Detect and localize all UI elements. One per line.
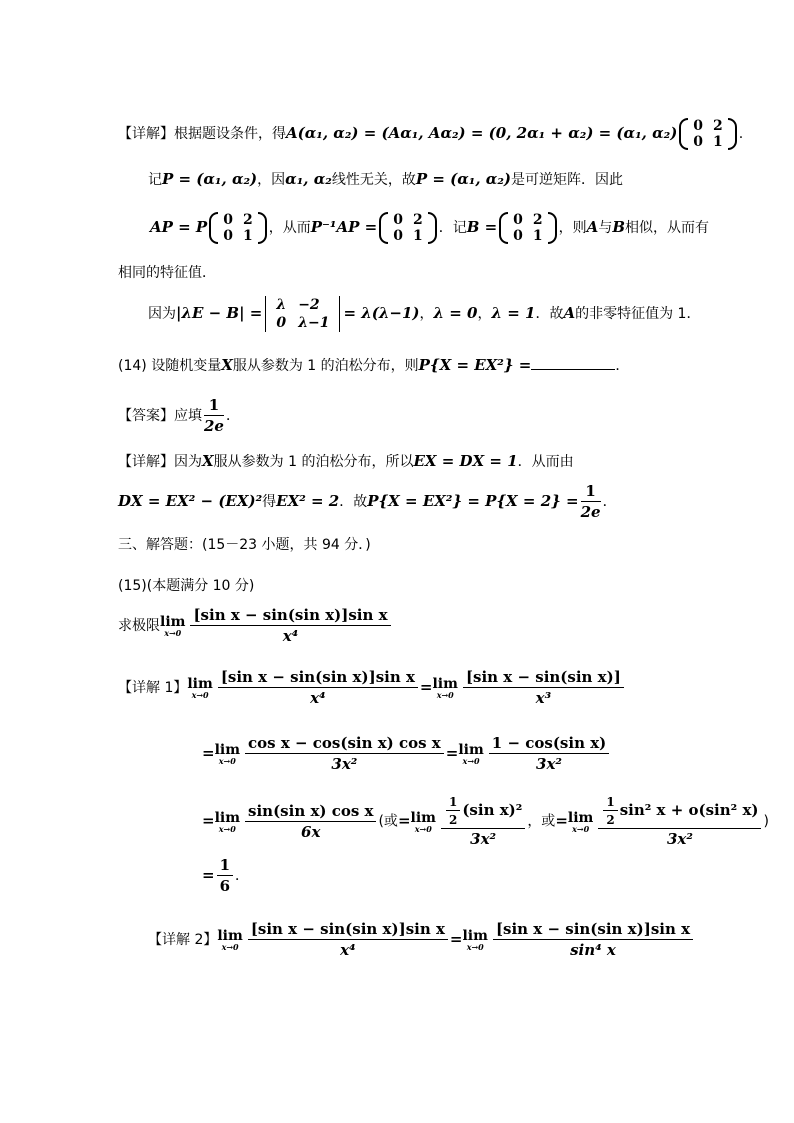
lim-sub: x→0 xyxy=(572,823,590,834)
detail1-line-3 xyxy=(202,796,769,847)
text: ．故 xyxy=(339,494,368,510)
question-15-heading xyxy=(118,579,254,593)
q14-detail-line-1 xyxy=(118,454,574,469)
matrix-cell: 2 xyxy=(412,212,423,228)
text: 的非零特征值为 1． xyxy=(575,306,701,322)
lim-text: lim xyxy=(458,742,484,758)
fraction xyxy=(204,398,224,434)
sin-term: sin² x + o(sin² x) xyxy=(619,801,759,819)
fraction xyxy=(245,801,376,841)
lim-text: lim xyxy=(214,742,241,758)
answer-label: 【答案】 xyxy=(118,408,174,424)
fraction xyxy=(489,736,609,772)
text: (14) 设随机变量 xyxy=(118,358,222,374)
detail-label: 【详解】 xyxy=(118,126,174,142)
text: 得 xyxy=(262,494,277,510)
denominator: x⁴ xyxy=(310,689,326,707)
lim-sub: x→0 xyxy=(218,823,236,834)
matrix-cell: 0 xyxy=(513,212,523,228)
text: 三、解答题：(15－23 小题，共 94 分．) xyxy=(118,537,371,553)
text: 记 xyxy=(148,172,162,188)
formula: P = (α₁, α₂) xyxy=(415,170,511,188)
text: (或 xyxy=(378,813,398,830)
lim-text: lim xyxy=(217,928,243,944)
matrix xyxy=(499,212,557,244)
limit xyxy=(458,743,483,765)
answer-line xyxy=(118,398,240,434)
text: 相似，从而有 xyxy=(625,220,709,236)
half-fraction xyxy=(603,796,617,826)
matrix-cell: 2 xyxy=(532,212,543,228)
limit xyxy=(160,615,185,637)
denominator: 3x² xyxy=(666,830,693,848)
lim-sub: x→0 xyxy=(414,823,432,834)
lim-sub: x→0 xyxy=(466,942,484,952)
formula: A(α₁, α₂) = (Aα₁, Aα₂) = (0, 2α₁ + α₂) = (α₁, α₂) xyxy=(286,124,678,142)
numerator: 1 xyxy=(581,484,601,502)
matrix-cell: 0 xyxy=(693,118,704,134)
solution-line-1 xyxy=(118,118,743,150)
lim-sub: x→0 xyxy=(218,756,236,766)
limit xyxy=(411,811,436,833)
fraction xyxy=(493,922,693,958)
matrix-cell: 1 xyxy=(713,134,723,150)
equals: = xyxy=(445,744,459,762)
text: ，从而 xyxy=(268,220,311,236)
lim-text: lim xyxy=(214,809,241,826)
formula: P{X = EX²} = xyxy=(418,356,532,374)
detail1-line-1 xyxy=(118,670,626,706)
answer-blank xyxy=(531,369,615,370)
equals: = xyxy=(397,811,411,830)
equals: = xyxy=(202,744,215,762)
matrix-cell: 2 xyxy=(242,212,253,228)
half-num: 1 xyxy=(446,796,460,811)
matrix-cell: 1 xyxy=(412,228,423,244)
denominator: 3x² xyxy=(331,755,358,773)
detail1-line-2 xyxy=(202,736,611,772)
matrix xyxy=(209,212,267,244)
fraction xyxy=(463,670,624,706)
equals: = xyxy=(555,811,568,830)
equals: = xyxy=(449,930,463,948)
text: ．故 xyxy=(535,306,564,322)
fraction xyxy=(218,670,418,706)
denominator: sin⁴ x xyxy=(570,941,616,959)
lim-text: lim xyxy=(462,928,488,944)
text: 相同的特征值． xyxy=(118,265,216,281)
denominator: x⁴ xyxy=(282,627,299,645)
text: 与 xyxy=(598,220,613,236)
formula: B = xyxy=(466,218,498,236)
numerator: [sin x − sin(sin x)] xyxy=(463,670,624,688)
numerator: 1 xyxy=(204,398,224,416)
question-14 xyxy=(118,358,629,373)
denominator: 2e xyxy=(580,503,601,521)
q14-detail-line-2 xyxy=(118,484,617,520)
equals: = xyxy=(419,678,433,696)
fraction xyxy=(245,736,444,772)
denominator: 3x² xyxy=(470,830,497,848)
period: ． xyxy=(615,358,630,374)
det-cell: λ−1 xyxy=(298,315,330,331)
period: ． xyxy=(225,408,240,424)
text: 应填 xyxy=(174,408,202,424)
denominator: 2e xyxy=(204,417,224,435)
text: ．记 xyxy=(438,220,467,236)
matrix-cell: 0 xyxy=(693,134,704,150)
formula: AP = P xyxy=(150,218,208,236)
lim-sub: x→0 xyxy=(462,756,480,766)
half-fraction xyxy=(446,796,460,826)
denominator: 3x² xyxy=(536,755,562,773)
half-den: 2 xyxy=(606,813,615,827)
half-den: 2 xyxy=(448,813,458,827)
numerator: 1 xyxy=(217,858,233,876)
text: ．从而由 xyxy=(517,454,574,470)
half-num: 1 xyxy=(603,796,617,811)
formula: A xyxy=(586,218,599,236)
limit xyxy=(215,743,240,765)
matrix-cell: 1 xyxy=(242,228,253,244)
text: ) xyxy=(763,813,769,830)
matrix-cell: 0 xyxy=(223,212,233,228)
lim-text: lim xyxy=(187,676,213,692)
fraction xyxy=(248,922,448,958)
numerator: sin(sin x) cos x xyxy=(245,804,376,822)
text: 服从参数为 1 的泊松分布，所以 xyxy=(213,454,414,470)
matrix-cell: 0 xyxy=(513,228,523,244)
period: ． xyxy=(602,494,617,510)
matrix-cell: 0 xyxy=(393,228,403,244)
text: 因为 xyxy=(174,454,202,470)
section-three-heading xyxy=(118,538,371,552)
denominator: 6 xyxy=(219,877,231,895)
fraction xyxy=(217,858,233,894)
formula: DX = EX² − (EX)² xyxy=(118,492,263,510)
fraction xyxy=(441,796,525,847)
text: ， xyxy=(477,306,492,322)
formula: P⁻¹AP = xyxy=(310,218,378,236)
solution-line-2 xyxy=(148,172,623,187)
text: ，则 xyxy=(558,220,587,236)
text: 求极限 xyxy=(118,618,160,634)
detail1-line-4 xyxy=(202,858,249,894)
period: . xyxy=(738,126,744,142)
equals: = xyxy=(202,866,215,884)
denominator: x⁴ xyxy=(340,941,356,959)
numerator: 1 − cos(sin x) xyxy=(489,736,609,754)
solution-line-3 xyxy=(150,212,709,244)
formula: B xyxy=(612,218,625,236)
text: 是可逆矩阵．因此 xyxy=(510,172,623,188)
matrix-cell: 2 xyxy=(713,118,723,134)
matrix-cell: 0 xyxy=(393,212,403,228)
matrix-cell: 1 xyxy=(532,228,543,244)
text: ，因 xyxy=(257,172,286,188)
formula: = λ(λ−1) xyxy=(343,304,420,322)
formula: EX = DX = 1 xyxy=(413,452,518,470)
equals: = xyxy=(202,811,215,830)
fraction xyxy=(190,608,390,644)
limit xyxy=(217,929,242,951)
formula: λ = 1 xyxy=(491,304,536,322)
numerator: [sin x − sin(sin x)]sin x xyxy=(493,922,693,940)
solution-line-4 xyxy=(118,266,216,280)
limit xyxy=(187,677,212,699)
matrix xyxy=(379,212,437,244)
text: ， xyxy=(419,306,434,322)
formula: |λE − B| = xyxy=(176,304,263,322)
text: 服从参数为 1 的泊松分布，则 xyxy=(232,358,419,374)
square-term: (sin x)² xyxy=(462,801,523,819)
text: 根据题设条件，得 xyxy=(174,126,286,142)
formula: P{X = EX²} = P{X = 2} = xyxy=(367,492,579,510)
text: ，或 xyxy=(527,813,556,830)
numerator: [sin x − sin(sin x)]sin x xyxy=(190,608,390,626)
det-cell: λ xyxy=(276,297,287,313)
lim-sub: x→0 xyxy=(191,690,209,700)
limit xyxy=(568,811,593,833)
formula: α₁, α₂ xyxy=(285,170,332,188)
det-cell: −2 xyxy=(298,297,320,313)
denominator: x³ xyxy=(535,689,552,707)
detail-label: 【详解 2】 xyxy=(148,932,218,948)
lim-text: lim xyxy=(160,614,186,630)
numerator: cos x − cos(sin x) cos x xyxy=(245,736,444,754)
text: 因为 xyxy=(148,306,176,322)
lim-text: lim xyxy=(567,809,594,826)
matrix xyxy=(679,118,737,150)
lim-text: lim xyxy=(410,809,436,826)
formula: EX² = 2 xyxy=(276,492,340,510)
fraction xyxy=(581,484,601,520)
detail-label: 【详解】 xyxy=(118,454,174,470)
denominator: 6x xyxy=(301,822,321,841)
numerator xyxy=(441,796,525,829)
limit xyxy=(462,929,487,951)
text: (15)(本题满分 10 分) xyxy=(118,578,255,594)
solution-line-5 xyxy=(148,296,700,332)
limit xyxy=(432,677,457,699)
fraction xyxy=(598,796,761,847)
determinant xyxy=(265,296,340,332)
lim-sub: x→0 xyxy=(221,942,239,952)
limit xyxy=(215,811,240,833)
text: 线性无关，故 xyxy=(331,172,416,188)
detail-label: 【详解 1】 xyxy=(118,680,188,696)
det-cell: 0 xyxy=(276,315,287,331)
formula: λ = 0 xyxy=(433,304,478,322)
matrix-cell: 0 xyxy=(223,228,233,244)
lim-sub: x→0 xyxy=(164,628,182,638)
numerator: [sin x − sin(sin x)]sin x xyxy=(248,922,448,940)
formula: X xyxy=(221,356,233,374)
period: ． xyxy=(235,868,250,884)
formula: A xyxy=(563,304,576,322)
numerator: [sin x − sin(sin x)]sin x xyxy=(218,670,418,688)
detail2-line-1 xyxy=(148,922,695,958)
lim-sub: x→0 xyxy=(436,690,454,700)
lim-text: lim xyxy=(432,676,458,692)
formula: P = (α₁, α₂) xyxy=(162,170,258,188)
formula: X xyxy=(202,452,214,470)
question-15-body xyxy=(118,608,393,644)
numerator xyxy=(598,796,761,829)
